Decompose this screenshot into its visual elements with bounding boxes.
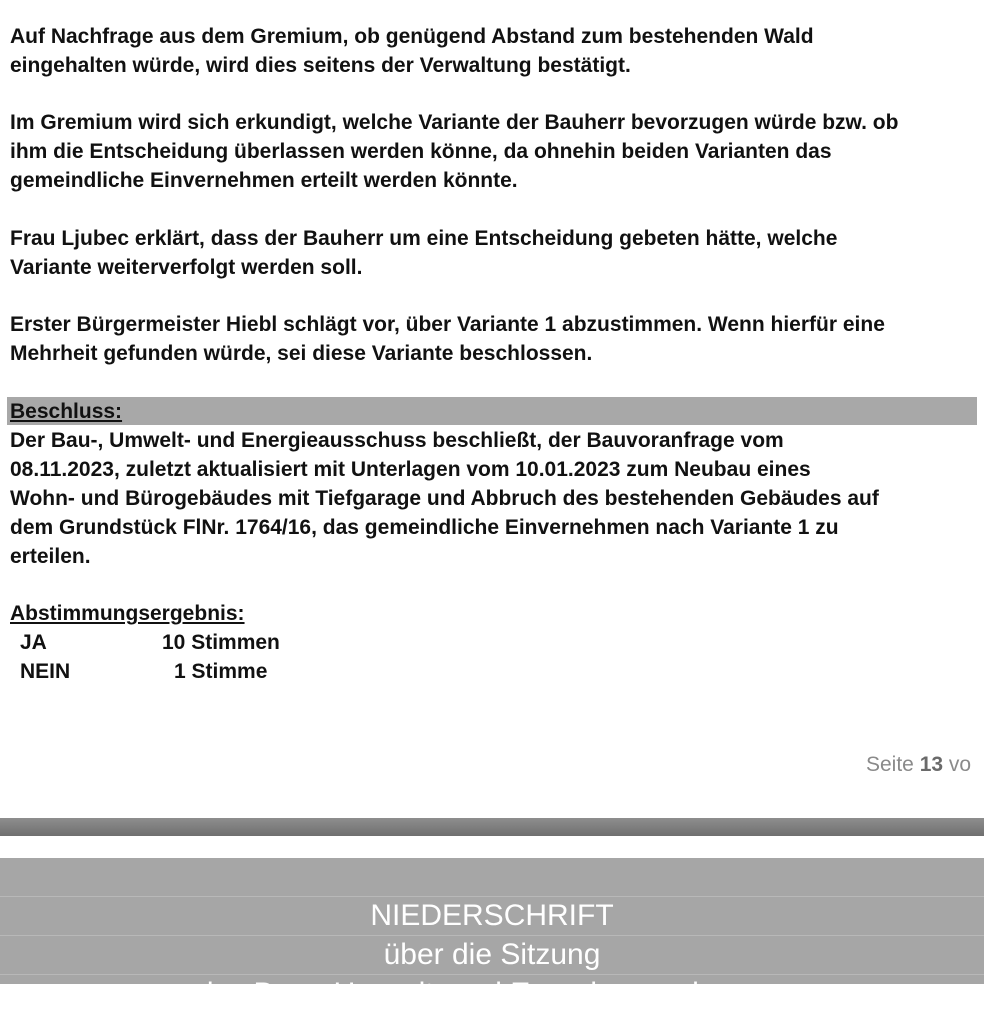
resolution-text: Der Bau-, Umwelt- und Energieausschuss beschließt, der Bauvoranfrage vom 08.11.2023, zuletzt aktualisiert mit Unterlagen vom 10.01.2023 zum Neubau eines Wohn- und Bürogebäudes mit Tiefgarage und Abbruch des bestehenden Gebäudes auf dem Grundstück FlNr. 1764/16, das gemeindliche Einvernehmen nach Variante 1 zu erteilen.	[10, 429, 879, 568]
vote-label: NEIN	[20, 660, 71, 683]
vote-result-heading: Abstimmungsergebnis:	[10, 602, 245, 625]
next-page-title: NIEDERSCHRIFT	[0, 896, 984, 935]
vote-count: 10 Stimmen	[162, 631, 280, 654]
page-number	[866, 750, 971, 779]
next-page-committee: des Bau-, Umwelt- und Energieausschusses	[0, 974, 984, 1013]
page-number-suffix: vo	[948, 753, 972, 776]
page-separator	[0, 818, 984, 858]
paragraph-variant-inquiry: Im Gremium wird sich erkundigt, welche Variante der Bauherr bevorzugen würde bzw. ob ihm die Entscheidung überlassen werden könne, da ohnehin beiden Varianten das gemeindliche Einvernehmen erteilt werden könnte.	[10, 111, 899, 192]
paragraph-ljubec-statement: Frau Ljubec erklärt, dass der Bauherr um eine Entscheidung gebeten hätte, welche Variante weiterverfolgt werden soll.	[10, 227, 838, 279]
page-number-current: 13	[919, 753, 944, 776]
paragraph-mayor-proposal: Erster Bürgermeister Hiebl schlägt vor, über Variante 1 abzustimmen. Wenn hierfür eine Mehrheit gefunden würde, sei diese Variante beschlossen.	[10, 313, 885, 365]
vote-count: 1 Stimme	[174, 660, 268, 683]
paragraph-distance-forest: Auf Nachfrage aus dem Gremium, ob genügend Abstand zum bestehenden Wald eingehalten würde, wird dies seitens der Verwaltung bestätigt.	[10, 25, 814, 77]
vote-label: JA	[20, 631, 47, 654]
resolution-heading-highlight	[7, 397, 977, 425]
page-separator-bar	[0, 818, 984, 836]
resolution-heading: Beschluss:	[10, 400, 123, 423]
page-number-prefix: Seite	[866, 753, 914, 776]
next-page-subtitle: über die Sitzung	[0, 935, 984, 974]
next-page-header	[0, 858, 984, 1010]
